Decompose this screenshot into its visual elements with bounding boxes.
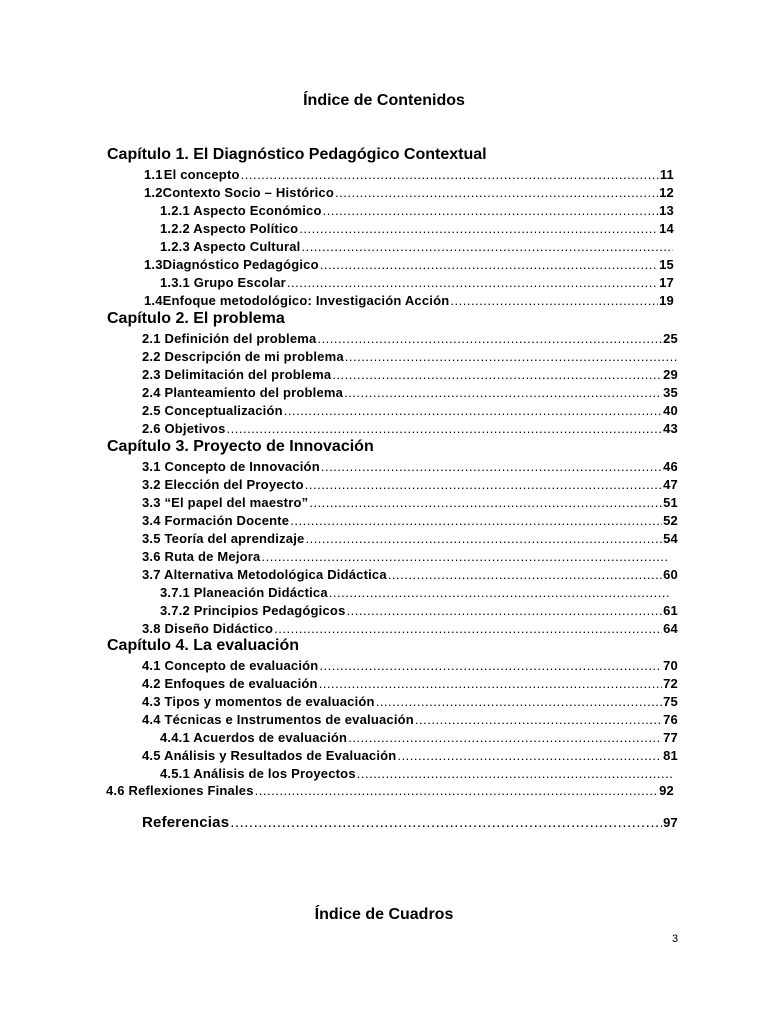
toc-entry-label: 3.5 Teoría del aprendizaje xyxy=(142,531,305,546)
toc-entry-label: 3.7 Alternativa Metodológica Didáctica xyxy=(142,567,387,582)
toc-entry-label: 3.4 Formación Docente xyxy=(142,513,290,528)
toc-entry[interactable] xyxy=(142,330,678,347)
toc-entry-label: 2.2 Descripción de mi problema xyxy=(142,349,344,364)
toc-entry-page: 61 xyxy=(663,603,678,618)
dot-leader xyxy=(329,584,670,601)
dot-leader xyxy=(317,330,662,347)
dot-leader xyxy=(397,747,662,764)
toc-entry-label: 2.6 Objetivos xyxy=(142,421,226,436)
toc-entry-page: 77 xyxy=(663,730,678,745)
toc-entry-label: 2.3 Delimitación del problema xyxy=(142,367,332,382)
toc-entry-page: 64 xyxy=(663,621,678,636)
dot-leader xyxy=(299,220,658,237)
dot-leader xyxy=(347,602,663,619)
toc-entry-label: 4.1 Concepto de evaluación xyxy=(142,658,319,673)
toc-entry-page: 47 xyxy=(663,477,678,492)
dot-leader xyxy=(261,548,669,565)
dot-leader xyxy=(450,292,658,309)
toc-entry[interactable] xyxy=(160,765,674,782)
toc-entry[interactable] xyxy=(142,494,678,511)
references-entry[interactable] xyxy=(142,813,678,833)
dot-leader xyxy=(241,166,659,183)
dot-leader xyxy=(320,256,658,273)
references-label: Referencias xyxy=(142,814,230,831)
dot-leader xyxy=(255,782,658,799)
toc-entry[interactable] xyxy=(160,202,674,219)
toc-entry-label: 4.4.1 Acuerdos de evaluación xyxy=(160,730,348,745)
toc-entry-page: 11 xyxy=(659,167,674,182)
toc-entry-label: 4.4 Técnicas e Instrumentos de evaluación xyxy=(142,712,414,727)
toc-entry[interactable] xyxy=(144,256,674,273)
chapter-4-title: Capítulo 4. La evaluación xyxy=(107,637,300,654)
toc-entry-page: 29 xyxy=(663,367,678,382)
toc-entry-label: 4.5.1 Análisis de los Proyectos xyxy=(160,766,356,781)
dot-leader xyxy=(319,675,662,692)
toc-entry-page: 35 xyxy=(663,385,678,400)
dot-leader xyxy=(284,402,662,419)
toc-entry-label: 1.3.1 Grupo Escolar xyxy=(160,275,286,290)
toc-entry-label: 4.2 Enfoques de evaluación xyxy=(142,676,318,691)
dot-leader xyxy=(376,693,662,710)
toc-entry-page: 54 xyxy=(663,531,678,546)
toc-entry-label: 3.8 Diseño Didáctico xyxy=(142,621,274,636)
dot-leader xyxy=(357,765,673,782)
dot-leader xyxy=(345,348,677,365)
dot-leader xyxy=(230,813,662,833)
toc-entry[interactable] xyxy=(144,292,674,309)
references-page: 97 xyxy=(663,815,678,830)
dot-leader xyxy=(348,729,662,746)
dot-leader xyxy=(305,476,662,493)
toc-entry[interactable] xyxy=(142,420,678,437)
toc-entry-label: 3.6 Ruta de Mejora xyxy=(142,549,261,564)
toc-entry[interactable] xyxy=(142,402,678,419)
toc-entry[interactable] xyxy=(142,384,678,401)
page-number: 3 xyxy=(672,933,679,945)
dot-leader xyxy=(415,711,662,728)
toc-entry-page: 92 xyxy=(659,783,674,798)
toc-entry[interactable] xyxy=(160,238,674,255)
toc-entry[interactable] xyxy=(160,274,674,291)
toc-entry[interactable] xyxy=(144,184,674,201)
toc-entry[interactable] xyxy=(142,366,678,383)
toc-entry-page: 60 xyxy=(663,567,678,582)
dot-leader xyxy=(323,202,659,219)
toc-entry-page: 72 xyxy=(663,676,678,691)
toc-entry-page: 46 xyxy=(663,459,678,474)
toc-entry-number: 1.3 xyxy=(144,257,163,272)
toc-entry-label: 3.1 Concepto de Innovación xyxy=(142,459,320,474)
toc-entry-label: 1.2.1 Aspecto Económico xyxy=(160,203,322,218)
toc-entry[interactable] xyxy=(160,729,678,746)
toc-entry-page: 19 xyxy=(659,293,674,308)
toc-entry[interactable] xyxy=(160,584,671,601)
toc-entry[interactable] xyxy=(142,747,678,764)
dot-leader xyxy=(332,366,662,383)
dot-leader xyxy=(319,657,662,674)
dot-leader xyxy=(290,512,662,529)
toc-entry[interactable] xyxy=(106,782,674,799)
toc-entry-label: Diagnóstico Pedagógico xyxy=(162,257,319,272)
toc-entry-page: 15 xyxy=(659,257,674,272)
toc-entry-page: 76 xyxy=(663,712,678,727)
toc-entry[interactable] xyxy=(142,693,678,710)
toc-entry-label: 3.7.2 Principios Pedagógicos xyxy=(160,603,346,618)
toc-entry[interactable] xyxy=(142,711,678,728)
dot-leader xyxy=(388,566,662,583)
toc-entry[interactable] xyxy=(142,458,678,475)
toc-entry-label: Contexto Socio – Histórico xyxy=(162,185,335,200)
toc-entry-label: Enfoque metodológico: Investigación Acción xyxy=(162,293,450,308)
toc-entry[interactable] xyxy=(160,602,678,619)
toc-entry[interactable] xyxy=(142,530,678,547)
toc-entry-label: 1.2.2 Aspecto Político xyxy=(160,221,299,236)
toc-entry-page: 25 xyxy=(663,331,678,346)
toc-entry[interactable] xyxy=(160,220,674,237)
toc-entry[interactable] xyxy=(142,657,678,674)
dot-leader xyxy=(227,420,663,437)
toc-entry[interactable] xyxy=(142,548,670,565)
toc-entry-label: 1.2.3 Aspecto Cultural xyxy=(160,239,301,254)
toc-entry-label: 3.3 “El papel del maestro” xyxy=(142,495,309,510)
index-title: Índice de Contenidos xyxy=(303,92,465,109)
toc-entry-number: 1.1 xyxy=(144,167,163,182)
toc-entry-page: 13 xyxy=(659,203,674,218)
toc-entry-page: 12 xyxy=(659,185,674,200)
toc-entry[interactable] xyxy=(142,675,678,692)
toc-entry-label: 3.7.1 Planeación Didáctica xyxy=(160,585,328,600)
toc-entry[interactable] xyxy=(142,348,678,365)
toc-entry[interactable] xyxy=(142,476,678,493)
toc-entry-page: 52 xyxy=(663,513,678,528)
toc-entry-number: 1.4 xyxy=(144,293,163,308)
toc-entry-label: 2.1 Definición del problema xyxy=(142,331,317,346)
toc-entry-page: 75 xyxy=(663,694,678,709)
dot-leader xyxy=(274,620,662,637)
toc-entry-label: 4.3 Tipos y momentos de evaluación xyxy=(142,694,375,709)
toc-entry[interactable] xyxy=(142,620,678,637)
toc-entry-page: 43 xyxy=(663,421,678,436)
dot-leader xyxy=(335,184,658,201)
toc-entry-label: 3.2 Elección del Proyecto xyxy=(142,477,304,492)
toc-entry-label: 4.5 Análisis y Resultados de Evaluación xyxy=(142,748,397,763)
toc-entry-page: 51 xyxy=(663,495,678,510)
toc-entry-page: 40 xyxy=(663,403,678,418)
toc-entry-page: 17 xyxy=(659,275,674,290)
dot-leader xyxy=(287,274,658,291)
toc-entry[interactable] xyxy=(144,166,674,183)
toc-entry-label: 4.6 Reflexiones Finales xyxy=(106,783,254,798)
toc-entry-number: 1.2 xyxy=(144,185,163,200)
toc-entry[interactable] xyxy=(142,512,678,529)
chapter-3-title: Capítulo 3. Proyecto de Innovación xyxy=(107,438,374,455)
toc-entry-page: 14 xyxy=(659,221,674,236)
dot-leader xyxy=(321,458,662,475)
dot-leader xyxy=(305,530,662,547)
chapter-1-title: Capítulo 1. El Diagnóstico Pedagógico Contextual xyxy=(107,146,487,163)
tables-index-title: Índice de Cuadros xyxy=(314,906,454,923)
dot-leader xyxy=(344,384,662,401)
toc-entry-page: 81 xyxy=(663,748,678,763)
toc-entry[interactable] xyxy=(142,566,678,583)
toc-entry-page: 70 xyxy=(663,658,678,673)
toc-entry-label: 2.5 Conceptualización xyxy=(142,403,283,418)
toc-entry-label: El concepto xyxy=(163,167,240,182)
dot-leader xyxy=(309,494,662,511)
chapter-2-title: Capítulo 2. El problema xyxy=(107,310,285,327)
dot-leader xyxy=(301,238,673,255)
toc-entry-label: 2.4 Planteamiento del problema xyxy=(142,385,344,400)
